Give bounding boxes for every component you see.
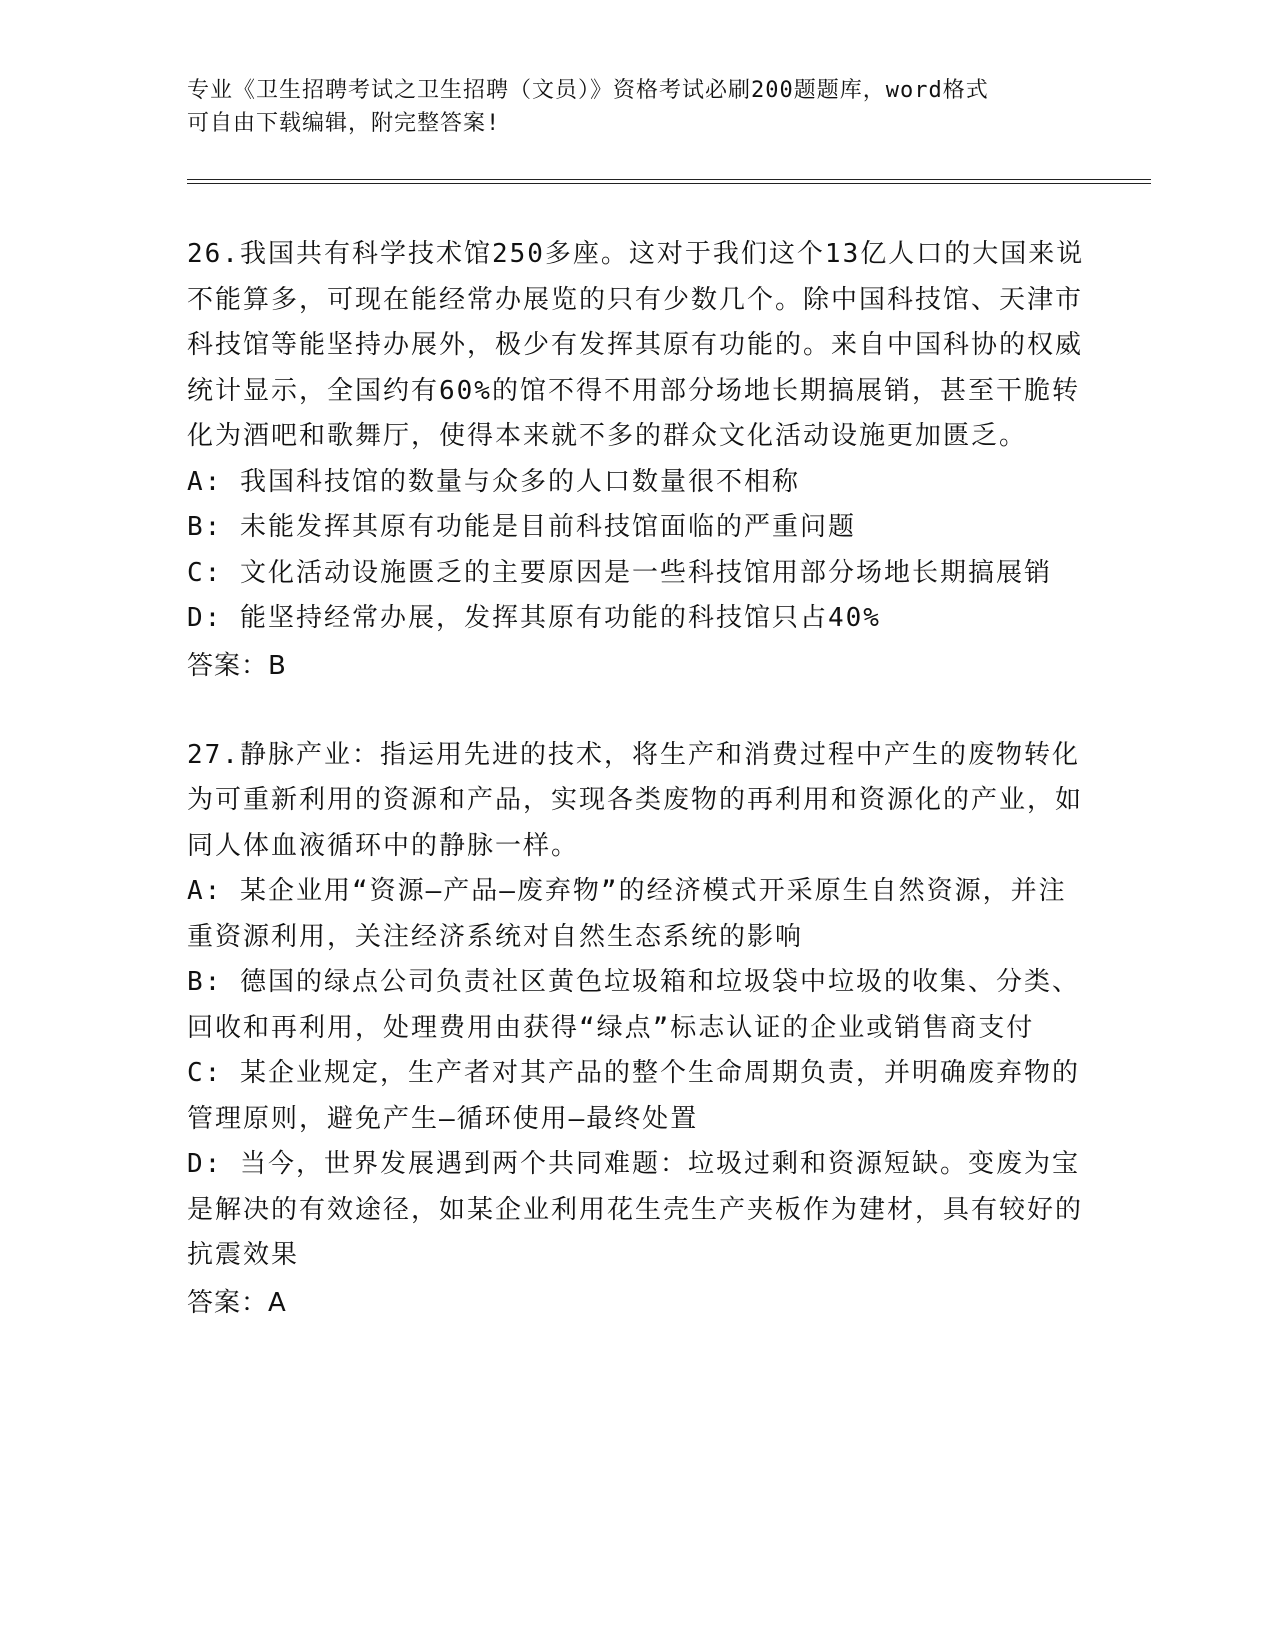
answer-label: 答案：: [187, 1287, 269, 1318]
question-stem: 27.静脉产业：指运用先进的技术，将生产和消费过程中产生的废物转化为可重新利用的资源和产品，实现各类废物的再利用和资源化的产业，如同人体血液循环中的静脉一样。: [187, 739, 1084, 861]
header-line-2: 可自由下载编辑，附完整答案!: [187, 111, 501, 136]
question-stem: 26.我国共有科学技术馆250多座。这对于我们这个13亿人口的大国来说不能算多，可现在能经常办展览的只有少数几个。除中国科技馆、天津市科技馆等能坚持办展外，极少有发挥其原有功能的。来自中国科协的权威统计显示，全国约有60%的馆不得不用部分场地长期搞展销，甚至干脆转化为酒吧和歌舞厅，使得本来就不多的群众文化活动设施更加匮乏。: [187, 239, 1085, 451]
page-header: [187, 74, 1087, 140]
header-divider: [187, 179, 1151, 184]
option-c: C: 文化活动设施匮乏的主要原因是一些科技馆用部分场地长期搞展销: [187, 557, 1052, 588]
answer-value: B: [268, 650, 287, 681]
option-c: C: 某企业规定，生产者对其产品的整个生命周期负责，并明确废弃物的管理原则，避免产生—循环使用—最终处置: [187, 1058, 1080, 1134]
question-27: [187, 733, 1087, 1326]
option-d: D: 能坚持经常办展，发挥其原有功能的科技馆只占40%: [187, 603, 881, 633]
option-a: A: 我国科技馆的数量与众多的人口数量很不相称: [187, 466, 800, 497]
option-b: B: 未能发挥其原有功能是目前科技馆面临的严重问题: [187, 512, 856, 542]
answer-line: [187, 1280, 1087, 1326]
question-list: [187, 232, 1087, 1370]
option-d: D: 当今，世界发展遇到两个共同难题：垃圾过剩和资源短缺。变废为宝是解决的有效途径，如某企业利用花生壳生产夹板作为建材，具有较好的抗震效果: [187, 1149, 1084, 1270]
answer-line: [187, 643, 1087, 689]
header-line-1: 专业《卫生招聘考试之卫生招聘（文员）》资格考试必刷200题题库，word格式: [187, 78, 989, 103]
answer-value: A: [268, 1287, 287, 1318]
question-26: [187, 232, 1087, 689]
option-a: A: 某企业用“资源—产品—废弃物”的经济模式开采原生自然资源，并注重资源利用，关注经济系统对自然生态系统的影响: [187, 876, 1067, 952]
answer-label: 答案：: [187, 650, 269, 681]
option-b: B: 德国的绿点公司负责社区黄色垃圾箱和垃圾袋中垃圾的收集、分类、回收和再利用，处理费用由获得“绿点”标志认证的企业或销售商支付: [187, 967, 1080, 1043]
